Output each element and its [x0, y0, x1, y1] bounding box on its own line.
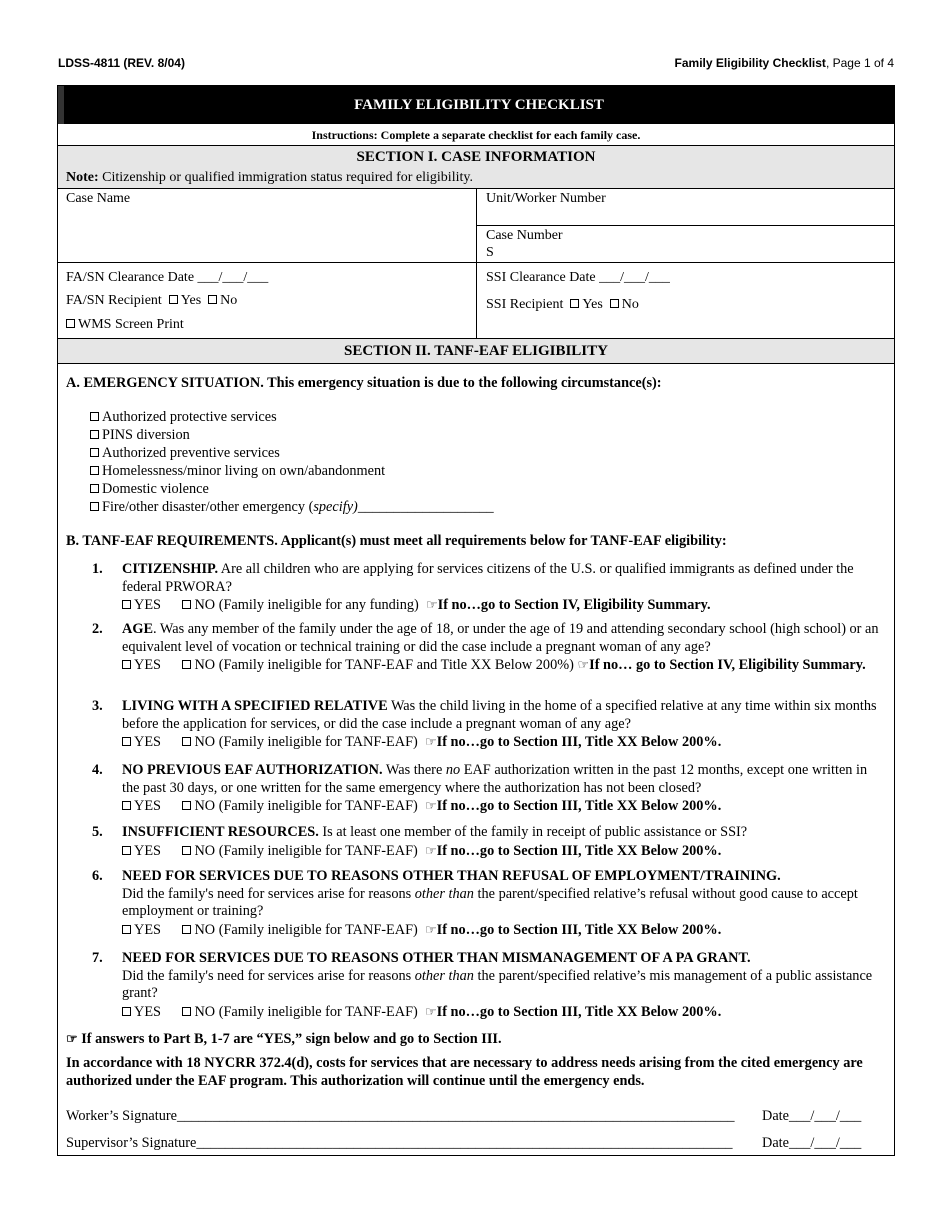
circumstance-item[interactable]: Authorized preventive services: [90, 444, 494, 462]
circumstance-item[interactable]: Fire/other disaster/other emergency (specify)___________________: [90, 498, 494, 516]
citizenship-note: Note: Citizenship or qualified immigration status required for eligibility.: [66, 170, 473, 185]
mismanagement-no-checkbox[interactable]: [182, 1007, 191, 1016]
form-id: LDSS-4811 (REV. 8/04): [58, 56, 185, 70]
fasn-recipient: FA/SN Recipient Yes No: [66, 293, 238, 308]
circumstance-list: [90, 408, 494, 516]
form-page-info: [675, 56, 894, 70]
fasn-no-checkbox[interactable]: [208, 295, 217, 304]
pointing-hand-icon: ☞: [424, 1003, 437, 1019]
form-title: Family Eligibility Checklist: [674, 56, 826, 70]
resources-no-checkbox[interactable]: [182, 846, 191, 855]
clearance-row: [58, 263, 894, 339]
relative-yes-checkbox[interactable]: [122, 737, 131, 746]
case-number-field[interactable]: S: [486, 245, 494, 260]
employment-yes-checkbox[interactable]: [122, 925, 131, 934]
age-yes-checkbox[interactable]: [122, 660, 131, 669]
section-2-title: SECTION II. TANF-EAF ELIGIBILITY: [58, 339, 894, 364]
pointing-hand-icon: ☞: [424, 842, 437, 858]
worker-date-field[interactable]: Date___/___/___: [762, 1108, 862, 1124]
requirement-not-mismanagement: 7. NEED FOR SERVICES DUE TO REASONS OTHER THAN MISMANAGEMENT OF A PA GRANT. Did the family's need for services arise for reasons other than the parent/specified relative’s mis management of a public assistance grant? YES NO (Family ineligible for TANF-EAF) ☞If no…go to Section III, Title XX Below 200%.: [92, 950, 873, 1020]
page-number: , Page 1 of 4: [825, 56, 894, 70]
resources-yes-checkbox[interactable]: [122, 846, 131, 855]
ssi-yes-checkbox[interactable]: [570, 299, 579, 308]
form-title-bar: FAMILY ELIGIBILITY CHECKLIST: [58, 86, 894, 124]
ssi-recipient: SSI Recipient Yes No: [486, 297, 639, 312]
instructions: Instructions: Complete a separate checklist for each family case.: [58, 124, 894, 146]
part-a-heading: A. EMERGENCY SITUATION. This emergency situation is due to the following circumstance(s):: [66, 375, 662, 391]
fasn-clearance-date[interactable]: FA/SN Clearance Date ___/___/___: [66, 270, 269, 285]
pointing-hand-icon: ☞: [425, 597, 438, 612]
pointing-hand-icon: ☞: [577, 657, 590, 672]
pointing-hand-icon: ☞: [424, 734, 437, 749]
eaf-yes-checkbox[interactable]: [122, 801, 131, 810]
fasn-yes-checkbox[interactable]: [169, 295, 178, 304]
checklist-form: [57, 85, 895, 1156]
wms-checkbox[interactable]: [66, 319, 75, 328]
citizenship-yes-checkbox[interactable]: [122, 600, 131, 609]
unit-worker-field[interactable]: Unit/Worker Number: [486, 191, 606, 206]
requirement-insufficient-resources: 5. INSUFFICIENT RESOURCES. Is at least one member of the family in receipt of public assistance or SSI? YES NO (Family ineligible for TANF-EAF) ☞If no…go to Section III, Title XX Below 200%.: [92, 824, 748, 859]
requirement-citizenship: 1. CITIZENSHIP. Are all children who are applying for services citizens of the U.S. or qualified immigrants as defined under the federal PRWORA? YES NO (Family ineligible for any funding) ☞If no…go to Section IV, Eligibility Summary.: [92, 561, 854, 613]
relative-no-checkbox[interactable]: [182, 737, 191, 746]
eaf-authorization-statement: In accordance with 18 NYCRR 372.4(d), costs for services that are necessary to address needs arising from the cited emergency are authorized under the EAF program. This authorization will continue until the emergency ends.: [66, 1055, 863, 1089]
circumstance-item[interactable]: Domestic violence: [90, 480, 494, 498]
sign-instruction: ☞ If answers to Part B, 1-7 are “YES,” sign below and go to Section III.: [66, 1031, 502, 1047]
eaf-no-checkbox[interactable]: [182, 801, 191, 810]
part-b-heading: B. TANF-EAF REQUIREMENTS. Applicant(s) must meet all requirements below for TANF-EAF eligibility:: [66, 533, 727, 549]
worker-signature-line[interactable]: Worker’s Signature______________________________________________________________________________: [66, 1108, 735, 1124]
requirement-no-previous-eaf: 4. NO PREVIOUS EAF AUTHORIZATION. Was there no EAF authorization written in the past 12 months, except one written in the past 30 days, or one written for the same emergency where the authorization has not been closed? YES NO (Family ineligible for TANF-EAF) ☞If no…go to Section III, Title XX Below 200%.: [92, 762, 868, 814]
wms-screen-print: WMS Screen Print: [66, 317, 184, 333]
mismanagement-yes-checkbox[interactable]: [122, 1007, 131, 1016]
age-no-checkbox[interactable]: [182, 660, 191, 669]
pointing-hand-icon: ☞: [424, 798, 437, 813]
ssi-clearance-date[interactable]: SSI Clearance Date ___/___/___: [486, 270, 670, 285]
ssi-no-checkbox[interactable]: [610, 299, 619, 308]
section-1-header: [58, 146, 894, 189]
case-name-field[interactable]: Case Name: [66, 191, 131, 206]
citizenship-no-checkbox[interactable]: [182, 600, 191, 609]
circumstance-item[interactable]: PINS diversion: [90, 426, 494, 444]
supervisor-date-field[interactable]: Date___/___/___: [762, 1135, 862, 1151]
case-info-row: [58, 189, 894, 263]
pointing-hand-icon: ☞: [66, 1031, 78, 1046]
requirement-age: 2. AGE. Was any member of the family under the age of 18, or under the age of 19 and attending secondary school (high school) or an equivalent level of vocation or technical training or did the case include a pregnant woman of any age? YES NO (Family ineligible for TANF-EAF and Title XX Below 200%) ☞If no… go to Section IV, Eligibility Summary.: [92, 621, 879, 673]
section-1-title: SECTION I. CASE INFORMATION: [356, 149, 596, 165]
supervisor-signature-line[interactable]: Supervisor’s Signature___________________________________________________________________________: [66, 1135, 733, 1151]
case-number-label: Case Number: [486, 228, 563, 243]
circumstance-item[interactable]: Homelessness/minor living on own/abandonment: [90, 462, 494, 480]
employment-no-checkbox[interactable]: [182, 925, 191, 934]
pointing-hand-icon: ☞: [424, 921, 437, 937]
requirement-living-with-relative: 3. LIVING WITH A SPECIFIED RELATIVE Was the child living in the home of a specified relative at any time within six months before the application for services, or did the case include a pregnant woman of any age? YES NO (Family ineligible for TANF-EAF) ☞If no…go to Section III, Title XX Below 200%.: [92, 698, 877, 750]
requirement-not-refusal-employment: 6. NEED FOR SERVICES DUE TO REASONS OTHER THAN REFUSAL OF EMPLOYMENT/TRAINING. Did the family's need for services arise for reasons other than the parent/specified relative’s refusal without good cause to accept employment or training? YES NO (Family ineligible for TANF-EAF) ☞If no…go to Section III, Title XX Below 200%.: [92, 868, 858, 938]
circumstance-item[interactable]: Authorized protective services: [90, 408, 494, 426]
